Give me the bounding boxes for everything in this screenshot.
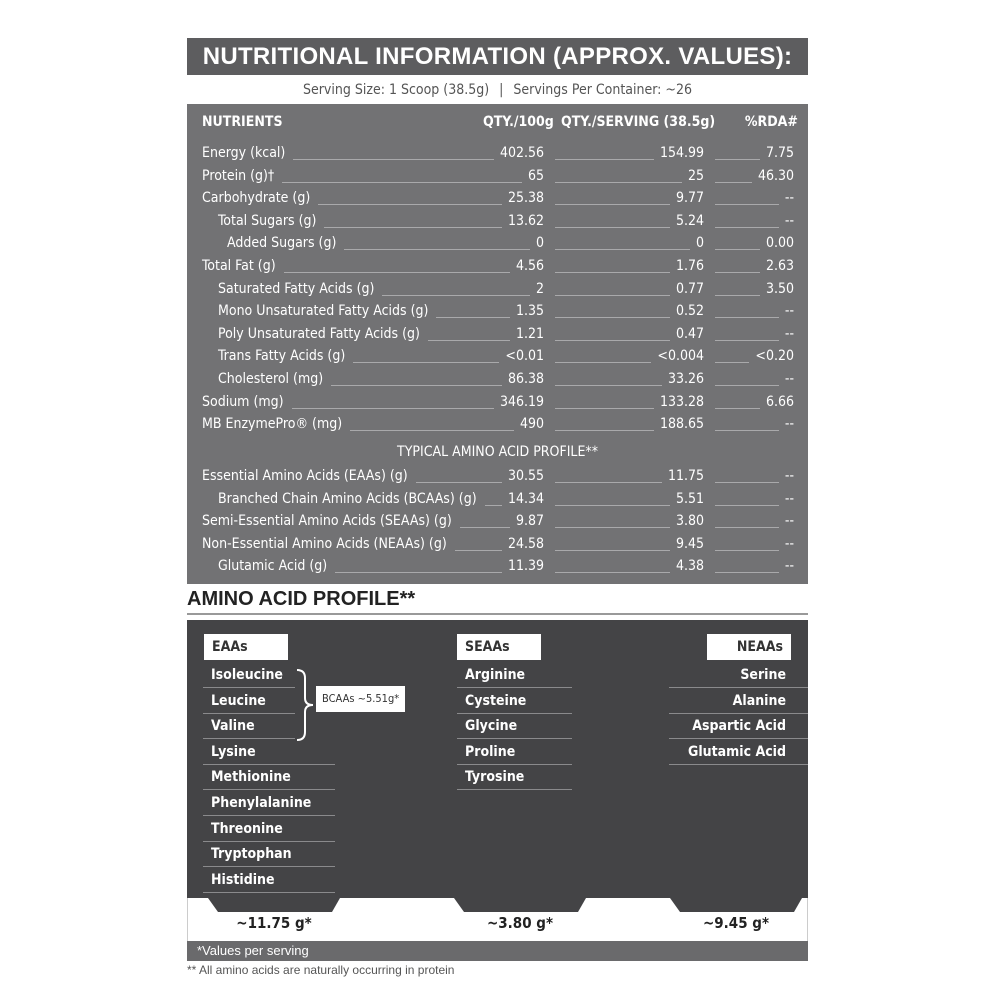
list-item: Serine bbox=[669, 663, 808, 688]
qty-per-serving: 33.26 bbox=[667, 371, 704, 387]
rda-value: -- bbox=[784, 490, 794, 507]
rda-value: -- bbox=[784, 303, 794, 320]
rda-value: -- bbox=[784, 190, 794, 207]
table-row bbox=[187, 414, 808, 436]
qty-per-100g: 30.55 bbox=[507, 468, 544, 484]
leader-line bbox=[416, 482, 502, 483]
list-item: Glutamic Acid bbox=[669, 740, 808, 765]
leader-line bbox=[436, 317, 510, 318]
amino-profile-title: AMINO ACID PROFILE** bbox=[187, 588, 416, 610]
bcaa-label: BCAAs ~5.51g* bbox=[316, 686, 405, 712]
leader-line bbox=[715, 550, 779, 551]
list-item: Glycine bbox=[457, 714, 572, 739]
nutrient-name: MB EnzymePro® (mg) bbox=[202, 416, 343, 433]
neaas-total-value: ~9.45 g* bbox=[702, 914, 769, 932]
qty-per-serving: 11.75 bbox=[667, 468, 704, 484]
qty-per-serving: 154.99 bbox=[659, 145, 704, 161]
header-qty-100g: QTY./100g bbox=[483, 114, 554, 130]
table-row bbox=[187, 534, 808, 556]
nutrient-name: Trans Fatty Acids (g) bbox=[218, 348, 346, 365]
leader-line bbox=[555, 430, 654, 431]
nutrient-name: Poly Unsaturated Fatty Acids (g) bbox=[218, 325, 420, 342]
leader-line bbox=[555, 272, 670, 273]
qty-per-100g: 4.56 bbox=[515, 258, 544, 274]
nutrient-name: Carbohydrate (g) bbox=[202, 190, 311, 207]
serving-separator: | bbox=[499, 82, 504, 98]
table-row bbox=[187, 279, 808, 301]
qty-per-serving: 3.80 bbox=[675, 513, 704, 530]
leader-line bbox=[284, 272, 510, 273]
nutrient-name: Total Fat (g) bbox=[202, 258, 276, 274]
table-row bbox=[187, 346, 808, 368]
leader-line bbox=[282, 182, 522, 183]
leader-line bbox=[293, 159, 494, 160]
seaas-total-value: ~3.80 g* bbox=[486, 914, 553, 932]
leader-line bbox=[344, 249, 530, 250]
leader-line bbox=[715, 249, 760, 250]
qty-per-serving: 0.52 bbox=[675, 303, 704, 320]
qty-per-100g: 65 bbox=[527, 167, 544, 184]
tab-shape-icon bbox=[208, 898, 340, 912]
header-rda: %RDA# bbox=[744, 114, 798, 130]
footnote-values-per-serving: *Values per serving bbox=[187, 941, 808, 961]
list-item: Alanine bbox=[669, 689, 808, 714]
table-row bbox=[187, 369, 808, 391]
leader-line bbox=[715, 505, 779, 506]
table-row bbox=[187, 166, 808, 188]
nutrient-name: Glutamic Acid (g) bbox=[218, 558, 328, 575]
qty-per-100g: 24.58 bbox=[507, 535, 544, 552]
leader-line bbox=[324, 227, 502, 228]
table-row bbox=[187, 324, 808, 346]
qty-per-100g: <0.01 bbox=[505, 348, 544, 365]
leader-line bbox=[555, 572, 670, 573]
qty-per-serving: 0.77 bbox=[675, 280, 704, 297]
qty-per-100g: 9.87 bbox=[515, 513, 544, 530]
qty-per-serving: 0 bbox=[695, 235, 704, 252]
qty-per-100g: 1.21 bbox=[515, 325, 544, 342]
qty-per-100g: 2 bbox=[535, 280, 544, 297]
leader-line bbox=[555, 482, 662, 483]
qty-per-100g: 11.39 bbox=[507, 558, 544, 575]
leader-line bbox=[715, 204, 779, 205]
rda-value: 6.66 bbox=[765, 393, 794, 410]
nutrient-name: Energy (kcal) bbox=[202, 145, 286, 161]
leader-line bbox=[555, 295, 670, 296]
header-qty-serving: QTY./SERVING (38.5g) bbox=[561, 114, 716, 130]
nutrient-name: Mono Unsaturated Fatty Acids (g) bbox=[218, 303, 429, 320]
leader-line bbox=[715, 340, 779, 341]
qty-per-serving: 1.76 bbox=[675, 258, 704, 274]
list-item: Aspartic Acid bbox=[669, 714, 808, 739]
nutrient-name: Branched Chain Amino Acids (BCAAs) (g) bbox=[218, 490, 477, 507]
qty-per-100g: 490 bbox=[519, 416, 544, 433]
table-row bbox=[187, 188, 808, 210]
qty-per-100g: 0 bbox=[535, 235, 544, 252]
table-row bbox=[187, 511, 808, 533]
rda-value: 7.75 bbox=[765, 145, 794, 161]
leader-line bbox=[350, 430, 514, 431]
leader-line bbox=[455, 550, 502, 551]
qty-per-100g: 1.35 bbox=[515, 303, 544, 320]
leader-line bbox=[715, 527, 779, 528]
rda-value: 3.50 bbox=[765, 280, 794, 297]
rda-value: -- bbox=[784, 325, 794, 342]
leader-line bbox=[555, 227, 670, 228]
eaas-header: EAAs bbox=[204, 634, 288, 660]
totals-bar bbox=[187, 898, 808, 941]
rda-value: 0.00 bbox=[765, 235, 794, 252]
leader-line bbox=[555, 204, 670, 205]
leader-line bbox=[555, 159, 654, 160]
leader-line bbox=[715, 362, 749, 363]
list-item: Threonine bbox=[203, 817, 335, 842]
nutrient-name: Saturated Fatty Acids (g) bbox=[218, 280, 375, 297]
nutrient-name: Protein (g)† bbox=[202, 167, 275, 184]
list-item: Cysteine bbox=[457, 689, 572, 714]
leader-line bbox=[331, 385, 502, 386]
leader-line bbox=[555, 550, 670, 551]
nutrient-name: Essential Amino Acids (EAAs) (g) bbox=[202, 468, 408, 484]
nutrient-name: Added Sugars (g) bbox=[227, 235, 337, 252]
leader-line bbox=[715, 182, 752, 183]
leader-line bbox=[555, 182, 682, 183]
leader-line bbox=[715, 317, 779, 318]
leader-line bbox=[715, 295, 760, 296]
qty-per-serving: 133.28 bbox=[659, 393, 704, 410]
rda-value: <0.20 bbox=[755, 348, 794, 365]
servings-per-container: Servings Per Container: ~26 bbox=[513, 82, 692, 98]
qty-per-serving: 9.77 bbox=[675, 190, 704, 207]
table-row bbox=[187, 556, 808, 578]
footnote-naturally-occurring: ** All amino acids are naturally occurring in protein bbox=[187, 963, 455, 977]
header-nutrients: NUTRIENTS bbox=[202, 114, 283, 130]
qty-per-serving: 5.51 bbox=[675, 490, 704, 507]
divider bbox=[187, 613, 808, 615]
leader-line bbox=[335, 572, 502, 573]
list-item: Phenylalanine bbox=[203, 791, 335, 816]
list-item: Tyrosine bbox=[457, 765, 572, 790]
rda-value: -- bbox=[784, 416, 794, 433]
tab-shape-icon bbox=[454, 898, 586, 912]
table-row bbox=[187, 143, 808, 165]
leader-line bbox=[715, 227, 779, 228]
rda-value: -- bbox=[784, 513, 794, 530]
leader-line bbox=[715, 482, 779, 483]
nutrient-name: Cholesterol (mg) bbox=[218, 371, 324, 387]
list-item: Proline bbox=[457, 740, 572, 765]
qty-per-serving: 4.38 bbox=[675, 558, 704, 575]
leader-line bbox=[715, 430, 779, 431]
leader-line bbox=[318, 204, 502, 205]
list-item: Valine bbox=[203, 714, 295, 739]
list-item: Tryptophan bbox=[203, 842, 335, 867]
leader-line bbox=[715, 272, 760, 273]
qty-per-serving: <0.004 bbox=[657, 348, 704, 365]
qty-per-100g: 25.38 bbox=[507, 190, 544, 207]
tab-shape-icon bbox=[670, 898, 802, 912]
neaas-header: NEAAs bbox=[707, 634, 791, 660]
rda-value: 46.30 bbox=[757, 167, 794, 184]
list-item: Arginine bbox=[457, 663, 572, 688]
list-item: Leucine bbox=[203, 689, 295, 714]
leader-line bbox=[555, 317, 670, 318]
serving-info bbox=[187, 78, 808, 102]
serving-size: Serving Size: 1 Scoop (38.5g) bbox=[303, 82, 490, 98]
leader-line bbox=[715, 408, 760, 409]
leader-line bbox=[555, 505, 670, 506]
leader-line bbox=[555, 362, 651, 363]
qty-per-100g: 14.34 bbox=[507, 490, 544, 507]
list-item: Methionine bbox=[203, 765, 335, 790]
rda-value: -- bbox=[784, 468, 794, 484]
qty-per-100g: 86.38 bbox=[507, 371, 544, 387]
nutrient-name: Total Sugars (g) bbox=[218, 212, 317, 229]
nutrition-table bbox=[187, 104, 808, 584]
leader-line bbox=[485, 505, 502, 506]
amino-subtitle: TYPICAL AMINO ACID PROFILE** bbox=[397, 444, 598, 460]
table-row bbox=[187, 489, 808, 511]
leader-line bbox=[715, 572, 779, 573]
nutrient-name: Non-Essential Amino Acids (NEAAs) (g) bbox=[202, 535, 447, 552]
rda-value: -- bbox=[784, 558, 794, 575]
list-item: Isoleucine bbox=[203, 663, 295, 688]
rda-value: -- bbox=[784, 371, 794, 387]
table-row bbox=[187, 233, 808, 255]
nutrient-name: Sodium (mg) bbox=[202, 393, 284, 410]
eaas-total-value: ~11.75 g* bbox=[236, 914, 312, 932]
neaas-total bbox=[666, 898, 806, 932]
rda-value: 2.63 bbox=[765, 258, 794, 274]
qty-per-100g: 402.56 bbox=[499, 145, 544, 161]
nutrient-name: Semi-Essential Amino Acids (SEAAs) (g) bbox=[202, 513, 452, 530]
leader-line bbox=[382, 295, 530, 296]
amino-profile-panel bbox=[187, 620, 808, 898]
seaas-total bbox=[450, 898, 590, 932]
qty-per-serving: 5.24 bbox=[675, 212, 704, 229]
qty-per-serving: 9.45 bbox=[675, 535, 704, 552]
qty-per-serving: 0.47 bbox=[675, 325, 704, 342]
leader-line bbox=[353, 362, 499, 363]
leader-line bbox=[715, 385, 779, 386]
leader-line bbox=[428, 340, 510, 341]
page-title: NUTRITIONAL INFORMATION (APPROX. VALUES): bbox=[187, 38, 808, 75]
leader-line bbox=[292, 408, 494, 409]
seaas-header: SEAAs bbox=[457, 634, 541, 660]
leader-line bbox=[555, 340, 670, 341]
leader-line bbox=[460, 527, 510, 528]
table-row bbox=[187, 256, 808, 278]
table-row bbox=[187, 466, 808, 488]
leader-line bbox=[715, 159, 760, 160]
table-row bbox=[187, 301, 808, 323]
qty-per-100g: 346.19 bbox=[499, 393, 544, 410]
brace-icon bbox=[295, 668, 315, 742]
eaas-total bbox=[204, 898, 344, 932]
leader-line bbox=[555, 249, 690, 250]
leader-line bbox=[555, 527, 670, 528]
leader-line bbox=[555, 408, 654, 409]
qty-per-100g: 13.62 bbox=[507, 212, 544, 229]
list-item: Lysine bbox=[203, 740, 335, 765]
qty-per-serving: 188.65 bbox=[659, 416, 704, 433]
table-row bbox=[187, 392, 808, 414]
rda-value: -- bbox=[784, 212, 794, 229]
rda-value: -- bbox=[784, 535, 794, 552]
table-row bbox=[187, 211, 808, 233]
leader-line bbox=[555, 385, 662, 386]
qty-per-serving: 25 bbox=[687, 167, 704, 184]
list-item: Histidine bbox=[203, 868, 335, 893]
